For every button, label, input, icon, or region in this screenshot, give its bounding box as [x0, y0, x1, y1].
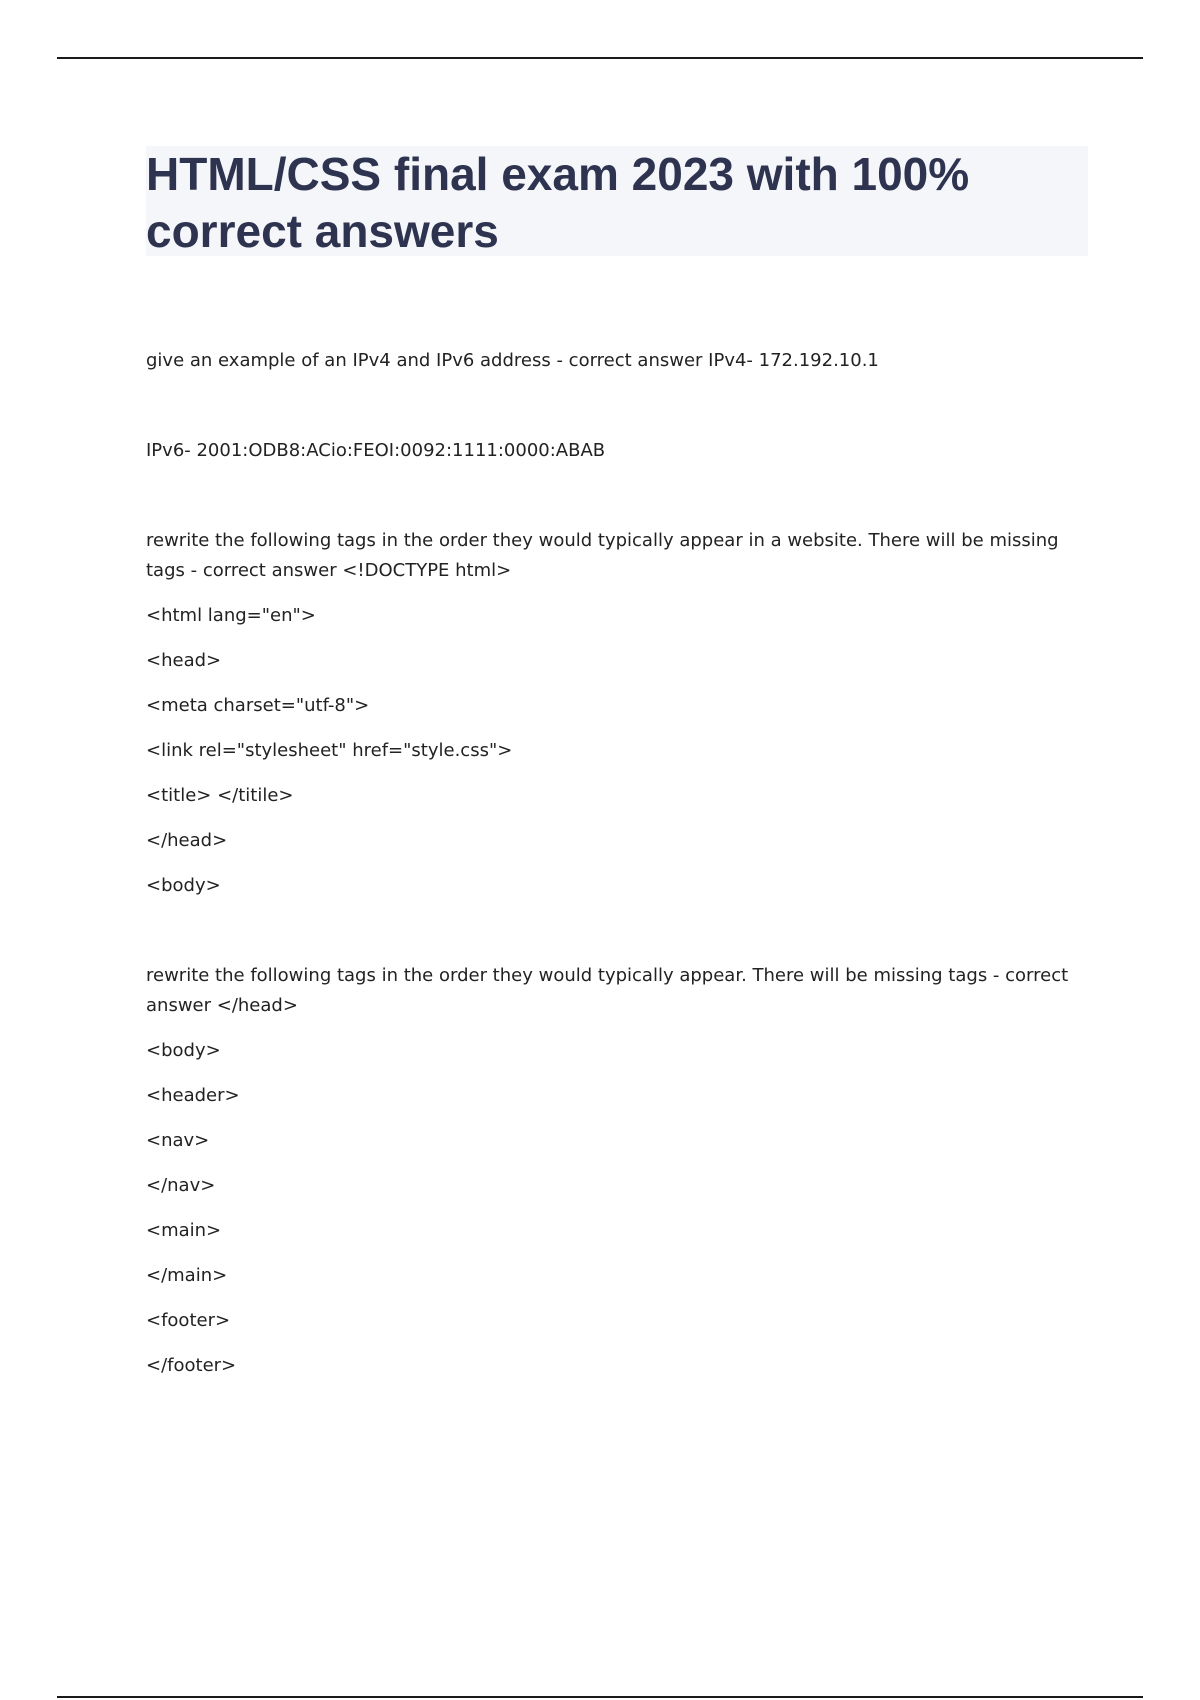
answer-tag-line: <footer>	[146, 1310, 231, 1331]
question-text: rewrite the following tags in the order they would typically appear. There will be missing tags - correct answer </head>	[146, 965, 1069, 1016]
qa-item-website-tags	[146, 526, 1076, 901]
question-text: rewrite the following tags in the order they would typically appear in a website. There will be missing tags - correct answer <!DOCTYPE html>	[146, 530, 1059, 581]
answer-tag-line: <link rel="stylesheet" href="style.css">	[146, 740, 513, 761]
answer-tag-line: <header>	[146, 1085, 240, 1106]
answer-text: IPv6- 2001:ODB8:ACio:FEOI:0092:1111:0000:ABAB	[146, 440, 606, 461]
answer-tag-line: <html lang="en">	[146, 605, 316, 626]
answer-tag-line: </footer>	[146, 1355, 237, 1376]
question-text: give an example of an IPv4 and IPv6 address - correct answer IPv4- 172.192.10.1	[146, 350, 879, 371]
answer-tag-line: </nav>	[146, 1175, 216, 1196]
answer-tag-line: </main>	[146, 1265, 228, 1286]
qa-item-body-tags	[146, 961, 1076, 1381]
answer-tag-line: <meta charset="utf-8">	[146, 695, 370, 716]
bottom-rule	[57, 1696, 1143, 1698]
qa-item-ipv6	[146, 436, 1076, 466]
answer-tag-line: <body>	[146, 1040, 221, 1061]
answer-tag-line: </head>	[146, 830, 228, 851]
answer-tag-line: <main>	[146, 1220, 222, 1241]
document-title: HTML/CSS final exam 2023 with 100% correct answers	[146, 148, 970, 257]
answer-tag-line: <head>	[146, 650, 222, 671]
answer-tag-line: <title> </titile>	[146, 785, 294, 806]
top-rule	[57, 57, 1143, 59]
answer-tag-line: <nav>	[146, 1130, 210, 1151]
answer-tag-list	[146, 601, 1076, 901]
answer-tag-line: <body>	[146, 875, 221, 896]
document-body	[146, 346, 1076, 1381]
qa-item-ip-example	[146, 346, 1076, 376]
answer-tag-list	[146, 1036, 1076, 1381]
